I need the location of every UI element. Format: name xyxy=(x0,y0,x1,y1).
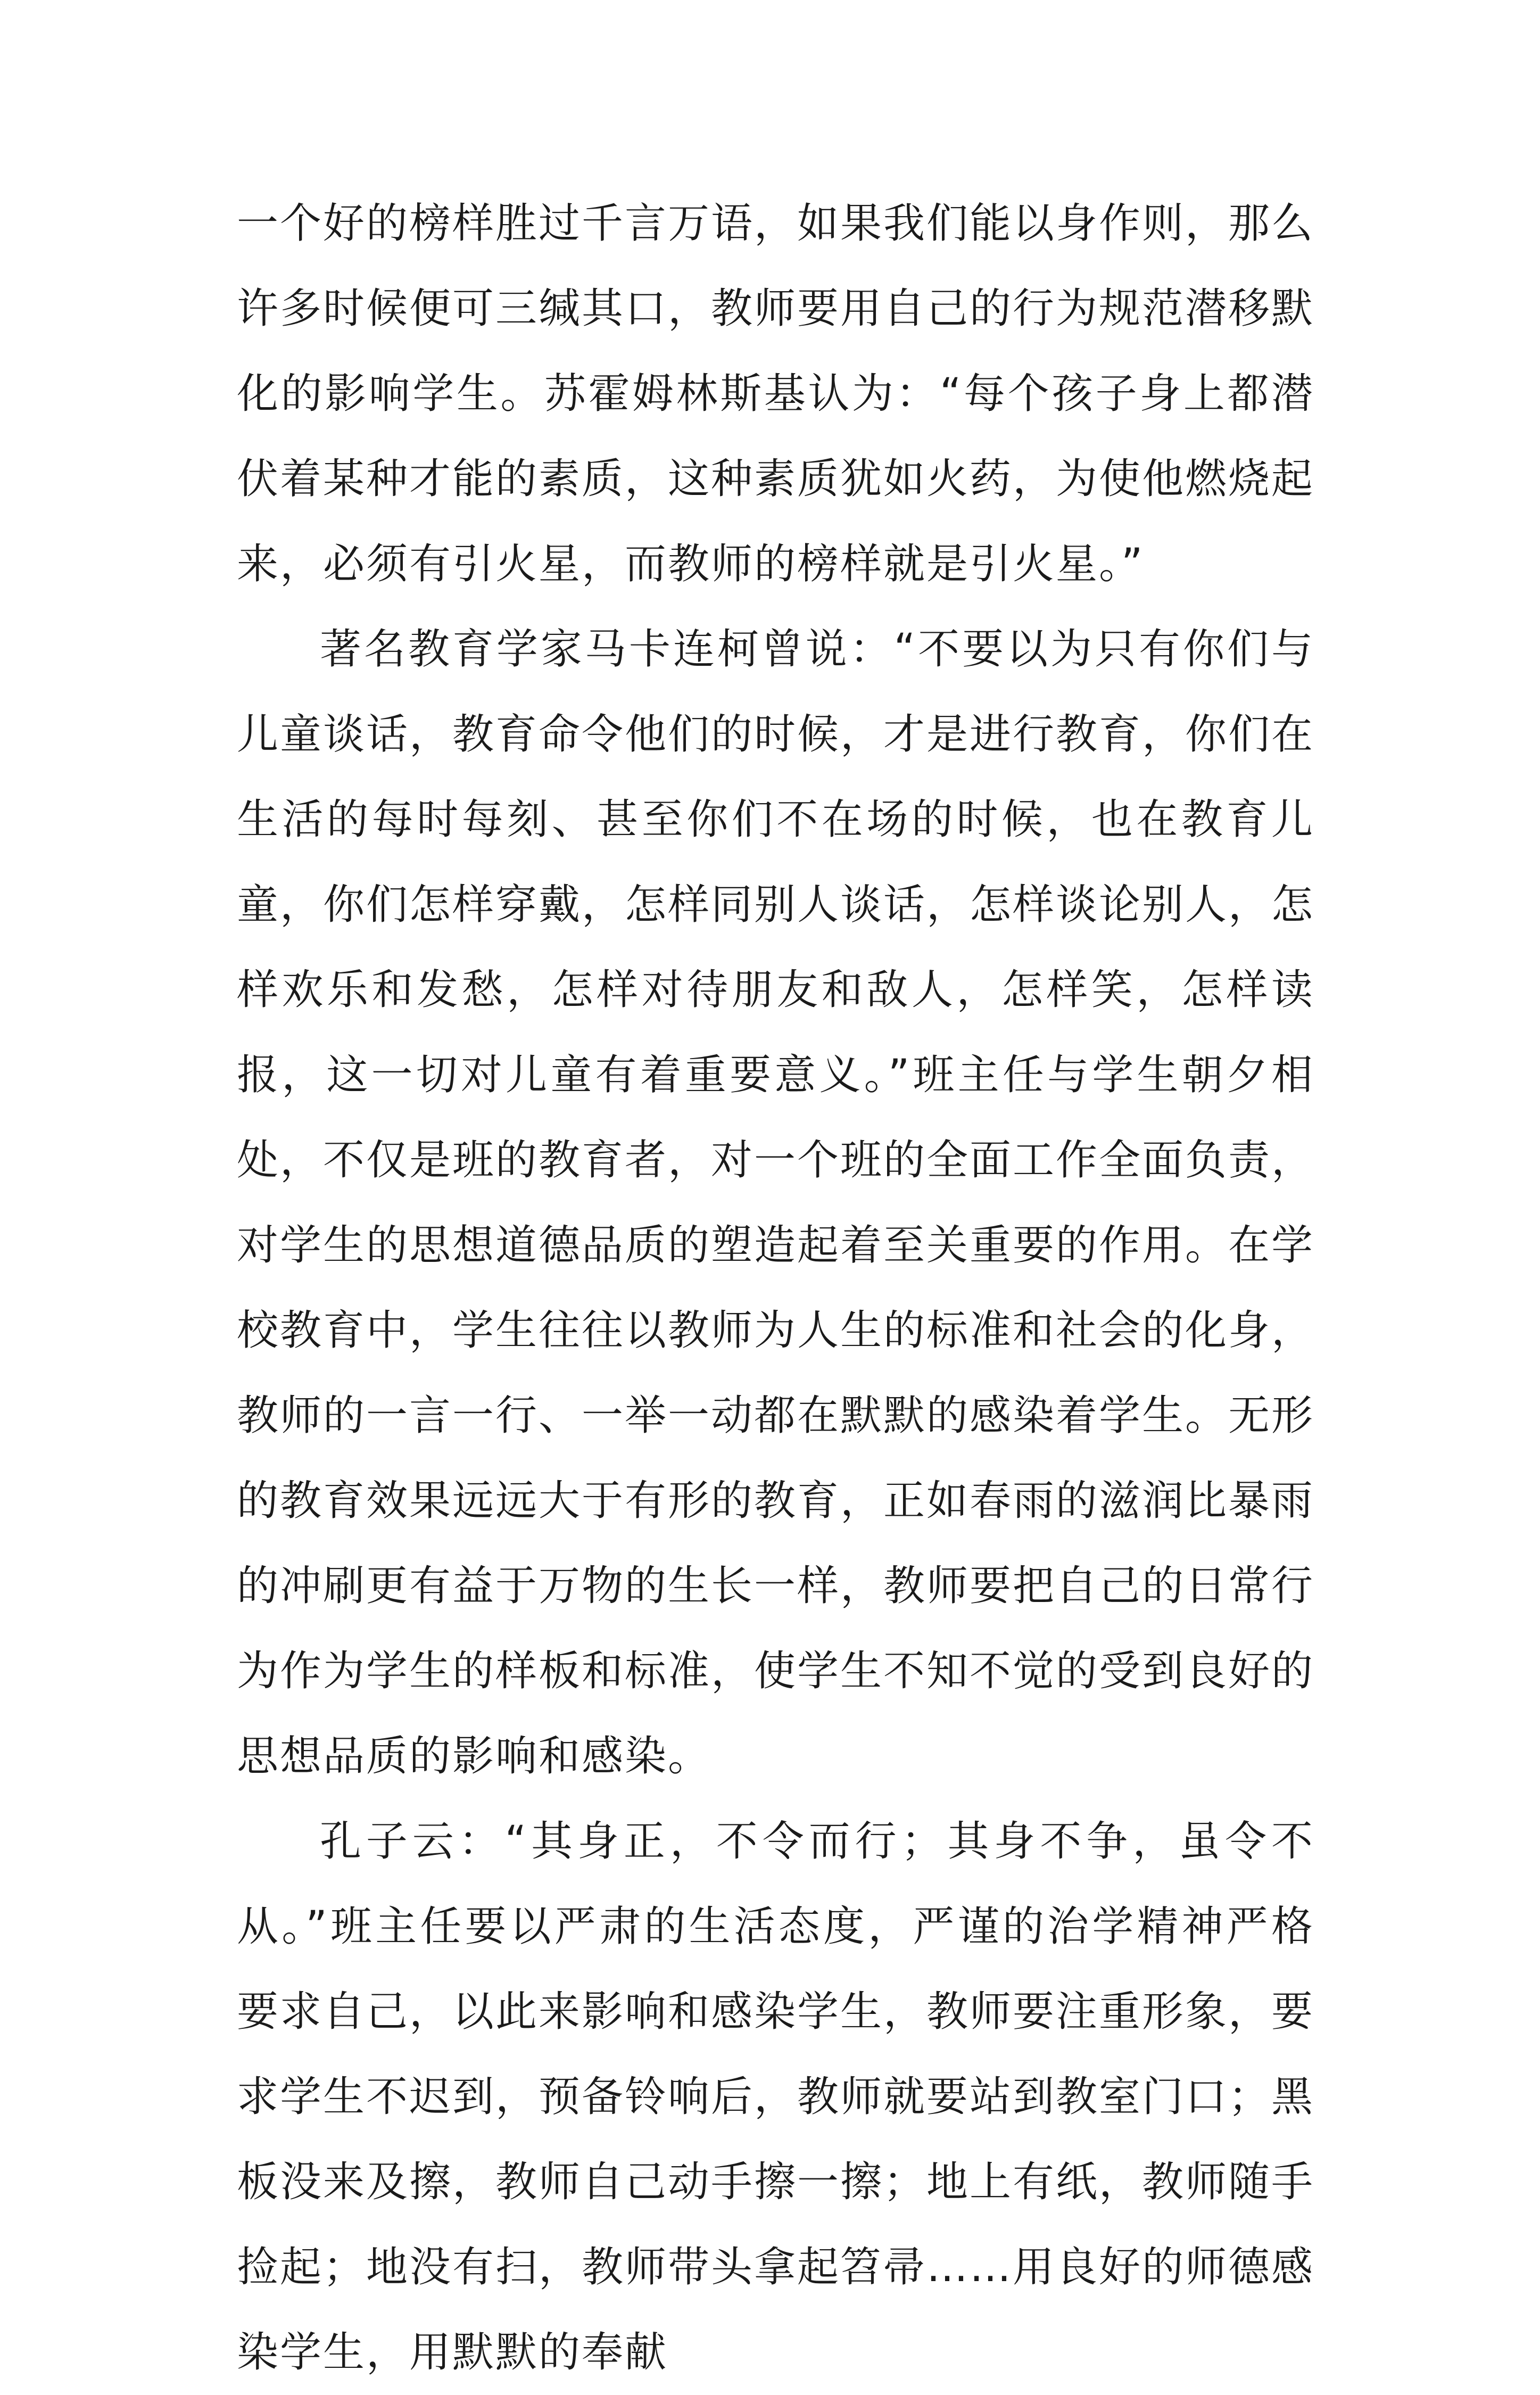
body-text xyxy=(237,181,1314,2395)
paragraph-1: 一个好的榜样胜过千言万语，如果我们能以身作则，那么许多时候便可三缄其口，教师要用自己的行为规范潜移默化的影响学生。苏霍姆林斯基认为：“每个孩子身上都潜伏着某种才能的素质，这种素质犹如火药，为使他燃烧起来，必须有引火星，而教师的榜样就是引火星。” xyxy=(237,200,1315,588)
paragraph-2: 著名教育学家马卡连柯曾说：“不要以为只有你们与儿童谈话，教育命令他们的时候，才是进行教育，你们在生活的每时每刻、甚至你们不在场的时候，也在教育儿童，你们怎样穿戴，怎样同别人谈话，怎样谈论别人，怎样欢乐和发愁，怎样对待朋友和敌人，怎样笑，怎样读报，这一切对儿童有着重要意义。”班主任与学生朝夕相处，不仅是班的教育者，对一个班的全面工作全面负责，对学生的思想道德品质的塑造起着至关重要的作用。在学校教育中，学生往往以教师为人生的标准和社会的化身，教师的一言一行、一举一动都在默默的感染着学生。无形的教育效果远远大于有形的教育，正如春雨的滋润比暴雨的冲刷更有益于万物的生长一样，教师要把自己的日常行为作为学生的样板和标准，使学生不知不觉的受到良好的思想品质的影响和感染。 xyxy=(237,625,1315,1780)
paragraph-3: 孔子云：“其身正，不令而行；其身不争，虽令不从。”班主任要以严肃的生活态度，严谨的治学精神严格要求自己，以此来影响和感染学生，教师要注重形象，要求学生不迟到，预备铃响后，教师就要站到教室门口；黑板没来及擦，教师自己动手擦一擦；地上有纸，教师随手捡起；地没有扫，教师带头拿起笤帚……用良好的师德感染学生，用默默的奉献 xyxy=(237,1818,1315,2376)
